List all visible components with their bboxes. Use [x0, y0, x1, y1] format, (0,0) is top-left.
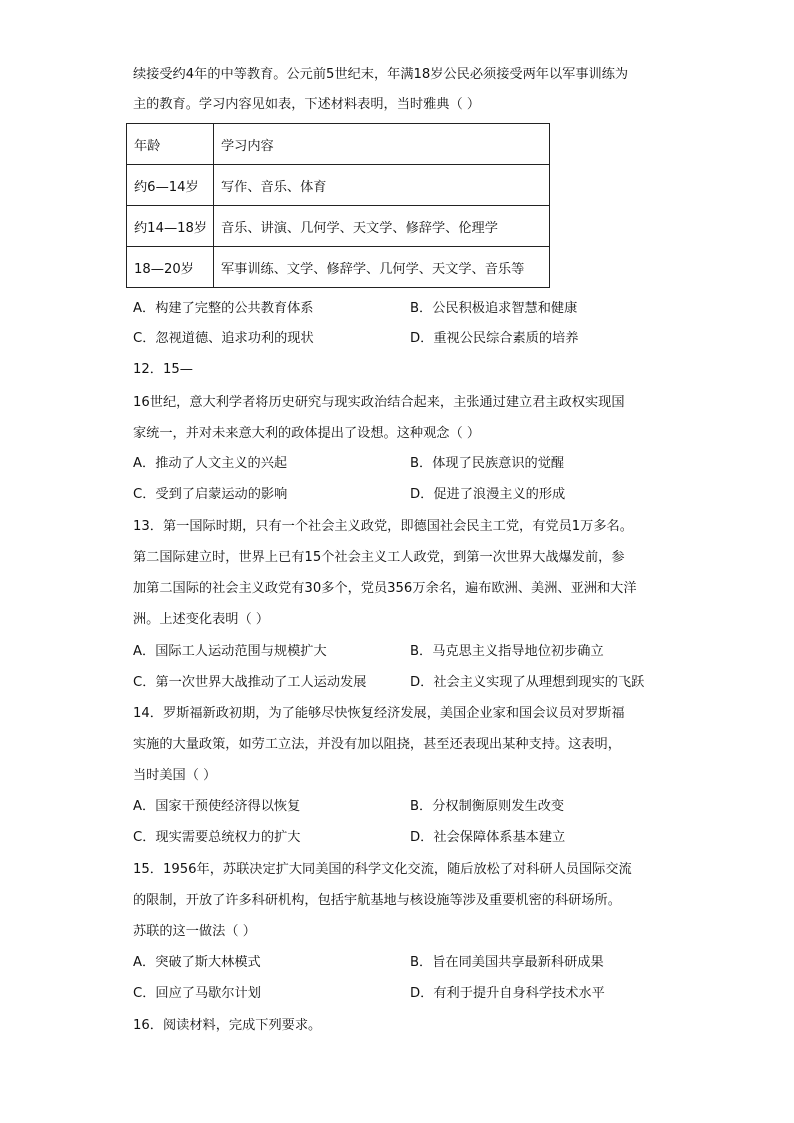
q15-line-2: 的限制，开放了许多科研机构，包括宇航基地与核设施等涉及重要机密的科研场所。	[133, 893, 621, 908]
q13-option-d: D．社会主义实现了从理想到现实的飞跃	[410, 675, 645, 690]
table-row	[127, 165, 550, 206]
q12-line-2: 家统一，并对未来意大利的政体提出了设想。这种观念（ ）	[133, 426, 481, 441]
q12-option-c: C．受到了启蒙运动的影响	[133, 487, 288, 502]
table-header-age: 年龄	[127, 124, 214, 165]
q15-option-b: B．旨在同美国共享最新科研成果	[410, 955, 604, 970]
q14-option-a: A．国家干预使经济得以恢复	[133, 799, 301, 814]
q12-option-d: D．促进了浪漫主义的形成	[410, 487, 566, 502]
q14-line-3: 当时美国（ ）	[133, 768, 217, 783]
table-row	[127, 206, 550, 247]
q13-line-4: 洲。上述变化表明（ ）	[133, 612, 270, 627]
q11-intro-line-1: 续接受约4年的中等教育。公元前5世纪末，年满18岁公民必须接受两年以军事训练为	[133, 67, 629, 82]
q13-line-2: 第二国际建立时，世界上已有15个社会主义工人政党，到第一次世界大战爆发前，参	[133, 550, 625, 565]
q14-option-b: B．分权制衡原则发生改变	[410, 799, 565, 814]
q13-line-1: 13．第一国际时期，只有一个社会主义政党，即德国社会民主工党，有党员1万多名。	[133, 519, 633, 534]
q11-option-a: A．构建了完整的公共教育体系	[133, 301, 314, 316]
q13-option-c: C．第一次世界大战推动了工人运动发展	[133, 675, 367, 690]
q13-line-3: 加第二国际的社会主义政党有30多个，党员356万余名，遍布欧洲、美洲、亚洲和大洋	[133, 581, 637, 596]
table-cell-age: 18—20岁	[127, 247, 214, 288]
q15-option-a: A．突破了斯大林模式	[133, 955, 261, 970]
q12-option-a: A．推动了人文主义的兴起	[133, 456, 288, 471]
q15-line-1: 15．1956年，苏联决定扩大同美国的科学文化交流，随后放松了对科研人员国际交流	[133, 862, 632, 877]
table-cell-content: 军事训练、文学、修辞学、几何学、天文学、音乐等	[214, 247, 550, 288]
table-cell-content: 写作、音乐、体育	[214, 165, 550, 206]
table-cell-content: 音乐、讲演、几何学、天文学、修辞学、伦理学	[214, 206, 550, 247]
q11-intro-line-2: 主的教育。学习内容见如表，下述材料表明，当时雅典（ ）	[133, 97, 481, 112]
table-header-row	[127, 124, 550, 165]
table-cell-age: 约14—18岁	[127, 206, 214, 247]
q14-option-c: C．现实需要总统权力的扩大	[133, 830, 301, 845]
q13-option-b: B．马克思主义指导地位初步确立	[410, 644, 604, 659]
q14-line-1: 14．罗斯福新政初期，为了能够尽快恢复经济发展，美国企业家和国会议员对罗斯福	[133, 706, 625, 721]
table-cell-age: 约6—14岁	[127, 165, 214, 206]
q11-option-c: C．忽视道德、追求功利的现状	[133, 331, 314, 346]
q14-option-d: D．社会保障体系基本建立	[410, 830, 566, 845]
q12-option-b: B．体现了民族意识的觉醒	[410, 456, 565, 471]
q11-option-b: B．公民积极追求智慧和健康	[410, 301, 578, 316]
q15-option-d: D．有利于提升自身科学技术水平	[410, 986, 605, 1001]
table-header-content: 学习内容	[214, 124, 550, 165]
q13-option-a: A．国际工人运动范围与规模扩大	[133, 644, 327, 659]
q12-line-1: 16世纪，意大利学者将历史研究与现实政治结合起来，主张通过建立君主政权实现国	[133, 395, 625, 410]
table-row	[127, 247, 550, 288]
q15-line-3: 苏联的这一做法（ ）	[133, 924, 256, 939]
q11-option-d: D．重视公民综合素质的培养	[410, 331, 579, 346]
q16-line-1: 16．阅读材料，完成下列要求。	[133, 1018, 322, 1033]
study-content-table	[126, 123, 550, 288]
q12-number: 12．15—	[133, 362, 193, 377]
q15-option-c: C．回应了马歇尔计划	[133, 986, 261, 1001]
q14-line-2: 实施的大量政策，如劳工立法，并没有加以阻挠，甚至还表现出某种支持。这表明，	[133, 737, 621, 752]
